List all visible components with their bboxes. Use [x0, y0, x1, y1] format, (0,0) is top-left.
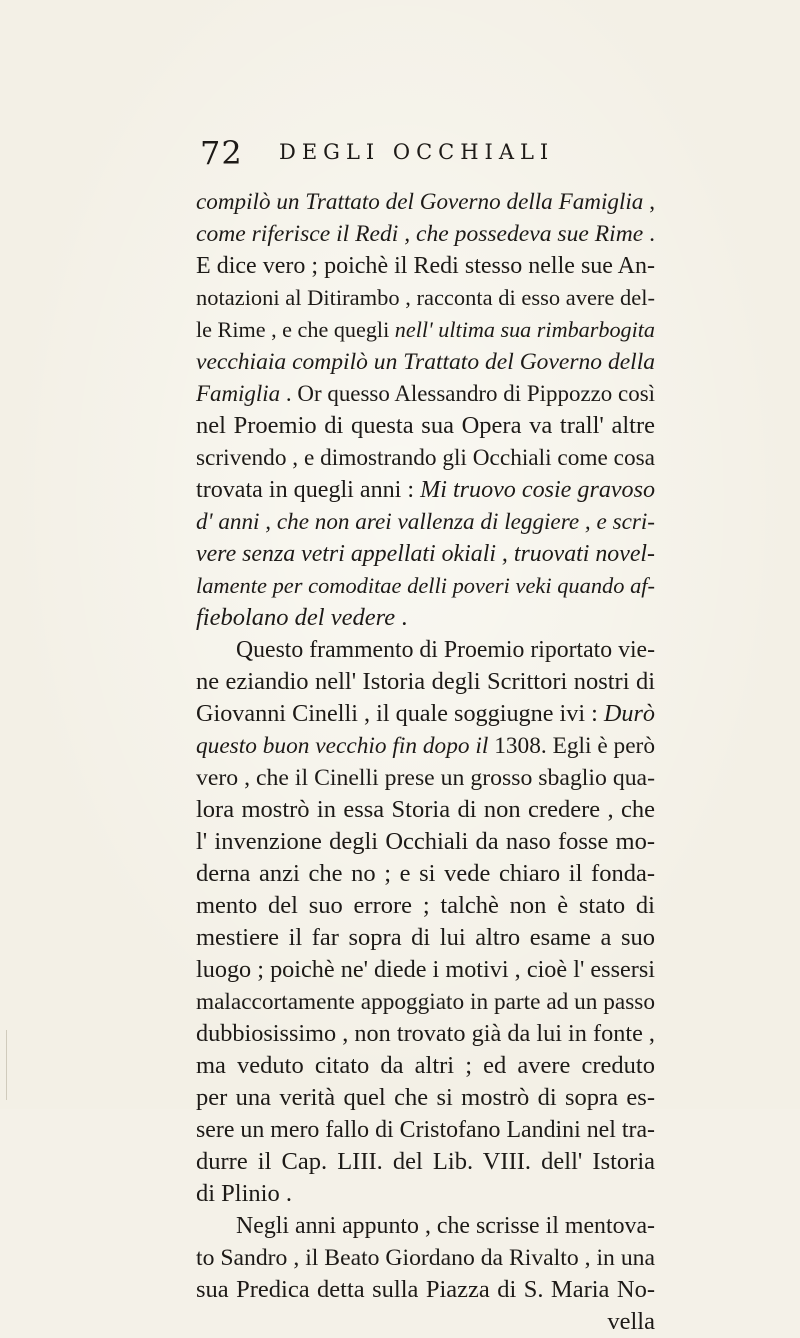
- text-segment: Famiglia: [196, 381, 281, 406]
- text-line: [196, 410, 655, 442]
- text-segment: . Or quesso Alessandro di Pippozzo così: [280, 381, 655, 406]
- text-segment: scrivendo , e dimostrando gli Occhiali come cosa: [196, 445, 655, 471]
- text-line: [196, 1050, 655, 1082]
- text-segment: Questo frammento di Proemio riportato vie-: [236, 637, 655, 663]
- text-line: [196, 666, 655, 698]
- text-segment: nel Proemio di questa sua Opera va trall' altre: [196, 412, 655, 439]
- text-segment: notazioni al Ditirambo , racconta di esso avere del-: [196, 285, 655, 310]
- text-line: [196, 378, 655, 410]
- text-segment: mento del suo errore ; talchè non è stato di: [196, 892, 655, 919]
- text-segment: derna anzi che no ; e si vede chiaro il fonda-: [196, 860, 655, 887]
- text-segment: malaccortamente appoggiato in parte ad un passo: [196, 989, 655, 1015]
- text-line: [196, 1306, 655, 1338]
- text-segment: come riferisce il Redi , che possedeva sue Rime: [196, 221, 644, 247]
- text-segment: ma veduto citato da altri ; ed avere creduto: [196, 1052, 655, 1079]
- text-segment: Durò: [603, 700, 655, 727]
- text-segment: vero , che il Cinelli prese un grosso sbaglio qua-: [196, 765, 655, 791]
- text-segment: Mi truovo cosie gravoso: [420, 477, 655, 503]
- text-line: [196, 1242, 655, 1274]
- text-segment: le Rime , e che quegli: [196, 317, 395, 342]
- text-line: [196, 570, 655, 602]
- text-line: [196, 730, 655, 762]
- text-line: [196, 602, 655, 634]
- text-line: [196, 506, 655, 538]
- text-segment: Negli anni appunto , che scrisse il mentova-: [236, 1213, 655, 1239]
- text-line: [196, 954, 655, 986]
- text-segment: .: [395, 604, 408, 631]
- text-segment: trovata in quegli anni :: [196, 477, 421, 503]
- binding-edge-mark: [6, 1030, 21, 1100]
- text-segment: compilò un: [196, 189, 306, 215]
- text-segment: l' invenzione degli Occhiali da naso fosse mo-: [196, 828, 655, 855]
- text-line: [196, 1146, 655, 1178]
- text-line: [196, 1114, 655, 1146]
- text-segment: d' anni , che non arei vallenza di leggiere , e scri-: [196, 509, 655, 535]
- text-segment: sere un mero fallo di Cristofano Landini nel tra-: [196, 1117, 655, 1143]
- text-line: [196, 1210, 655, 1242]
- page-number: 72: [200, 134, 243, 172]
- text-line: [196, 442, 655, 474]
- text-segment: vecchiaia compilò un Trattato del Governo della: [196, 349, 655, 375]
- text-line: [196, 1274, 655, 1306]
- text-segment: ,: [643, 189, 655, 215]
- text-line: [196, 1018, 655, 1050]
- text-segment: 1308. Egli è però: [488, 733, 655, 759]
- text-segment: vella: [607, 1308, 655, 1335]
- running-title: DEGLI OCCHIALI: [279, 140, 555, 164]
- text-line: [196, 1178, 655, 1210]
- text-line: [196, 858, 655, 890]
- text-line: [196, 890, 655, 922]
- text-segment: luogo ; poichè ne' diede i motivi , cioè l' essersi: [196, 956, 655, 983]
- text-segment: lamente per comoditae delli poveri veki quando af-: [196, 573, 655, 598]
- text-line: [196, 762, 655, 794]
- text-line: [196, 186, 655, 218]
- text-segment: questo buon vecchio fin dopo il: [196, 733, 489, 759]
- text-segment: .: [643, 221, 656, 247]
- text-segment: durre il Cap. LIII. del Lib. VIII. dell' Istoria: [196, 1148, 655, 1175]
- text-segment: E dice vero ; poichè il Redi stesso nelle sue An-: [196, 253, 655, 279]
- text-line: [196, 474, 655, 506]
- text-segment: ne eziandio nell' Istoria degli Scrittori nostri di: [196, 668, 655, 695]
- text-line: [196, 794, 655, 826]
- text-line: [196, 250, 655, 282]
- text-segment: to Sandro , il Beato Giordano da Rivalto , in una: [196, 1245, 655, 1271]
- text-segment: mestiere il far sopra di lui altro esame a suo: [196, 924, 655, 951]
- text-line: [196, 1082, 655, 1114]
- text-segment: dubbiosissimo , non trovato già da lui in fonte ,: [196, 1020, 655, 1047]
- text-segment: Giovanni Cinelli , il quale soggiugne ivi :: [196, 700, 604, 727]
- text-segment: nell' ultima sua rimbarbogita: [394, 317, 655, 342]
- text-segment: sua Predica detta sulla Piazza di S. Maria No-: [196, 1276, 655, 1303]
- text-line: [196, 698, 655, 730]
- text-line: [196, 538, 655, 570]
- text-segment: per una verità quel che si mostrò di sopra es-: [196, 1084, 655, 1111]
- text-segment: di Plinio .: [196, 1180, 292, 1207]
- text-line: [196, 826, 655, 858]
- text-segment: Trattato del Governo della Famiglia: [305, 189, 644, 215]
- text-segment: vere senza vetri appellati okiali , truovati novel-: [196, 541, 655, 567]
- body-text: [196, 186, 655, 1338]
- text-line: [196, 218, 655, 250]
- text-line: [196, 314, 655, 346]
- text-line: [196, 634, 655, 666]
- page-header: [200, 134, 680, 174]
- text-segment: lora mostrò in essa Storia di non credere , che: [196, 796, 655, 823]
- text-line: [196, 282, 655, 314]
- text-line: [196, 986, 655, 1018]
- text-line: [196, 346, 655, 378]
- text-line: [196, 922, 655, 954]
- text-segment: fiebolano del vedere: [196, 604, 396, 631]
